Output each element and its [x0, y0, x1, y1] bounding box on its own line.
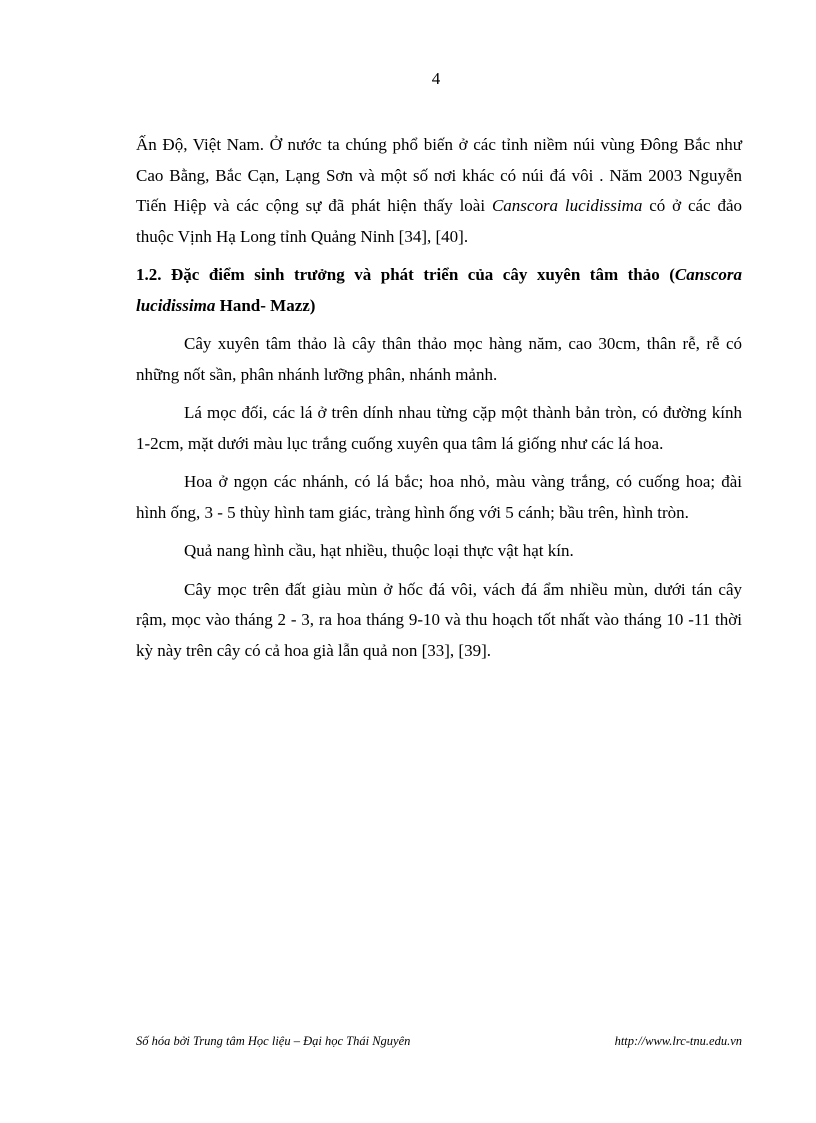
- heading-text-start: 1.2. Đặc điểm sinh trưởng và phát triển của cây xuyên tâm thảo (: [136, 265, 675, 284]
- heading-species-name: Canscora lucidissima: [136, 265, 742, 315]
- footer-source: Số hóa bởi Trung tâm Học liệu – Đại học Thái Nguyên: [136, 1034, 411, 1048]
- section-heading: [136, 260, 742, 321]
- intro-text-end: có ở các đảo thuộc Vịnh Hạ Long tỉnh Quảng Ninh [34], [40].: [136, 196, 743, 246]
- species-name: Canscora lucidissima: [491, 196, 643, 215]
- paragraph-leaves: Lá mọc đối, các lá ở trên dính nhau từng cặp một thành bản tròn, có đường kính 1-2cm, mặt dưới màu lục trắng cuống xuyên qua tâm lá giống như các lá hoa.: [136, 403, 742, 453]
- paragraph-plant-description: Cây xuyên tâm thảo là cây thân thảo mọc hàng năm, cao 30cm, thân rễ, rễ có những nốt sần, phân nhánh lưỡng phân, nhánh mảnh.: [136, 334, 742, 384]
- intro-text-start: Ấn Độ, Việt Nam. Ở nước ta chúng phổ biến ở các tỉnh niềm núi vùng Đông Bắc như Cao Bằng, Bắc Cạn, Lạng Sơn và một số nơi khác có núi đá vôi . Năm 2003 Nguyễn Tiến Hiệp và các cộng sự đã phát hiện thấy loài: [136, 135, 742, 215]
- page-number: 4: [431, 69, 441, 88]
- document-body: [136, 130, 742, 666]
- paragraph-fruit: Quả nang hình cầu, hạt nhiều, thuộc loại thực vật hạt kín.: [184, 541, 574, 560]
- paragraph-habitat: Cây mọc trên đất giàu mùn ở hốc đá vôi, vách đá ẩm nhiều mùn, dưới tán cây rậm, mọc vào tháng 2 - 3, ra hoa tháng 9-10 và thu hoạch tốt nhất vào tháng 10 -11 thời kỳ này trên cây có cả hoa già lẫn quả non [33], [39].: [136, 579, 742, 660]
- heading-text-end: Hand- Mazz): [215, 295, 316, 315]
- paragraph-flowers: Hoa ở ngọn các nhánh, có lá bắc; hoa nhỏ, màu vàng trắng, có cuống hoa; đài hình ống, 3 - 5 thùy hình tam giác, tràng hình ống với 5 cánh; bầu trên, hình tròn.: [136, 472, 742, 522]
- intro-paragraph: [136, 130, 742, 252]
- footer-url[interactable]: http://www.lrc-tnu.edu.vn: [614, 1034, 742, 1048]
- page-footer: [136, 1034, 742, 1049]
